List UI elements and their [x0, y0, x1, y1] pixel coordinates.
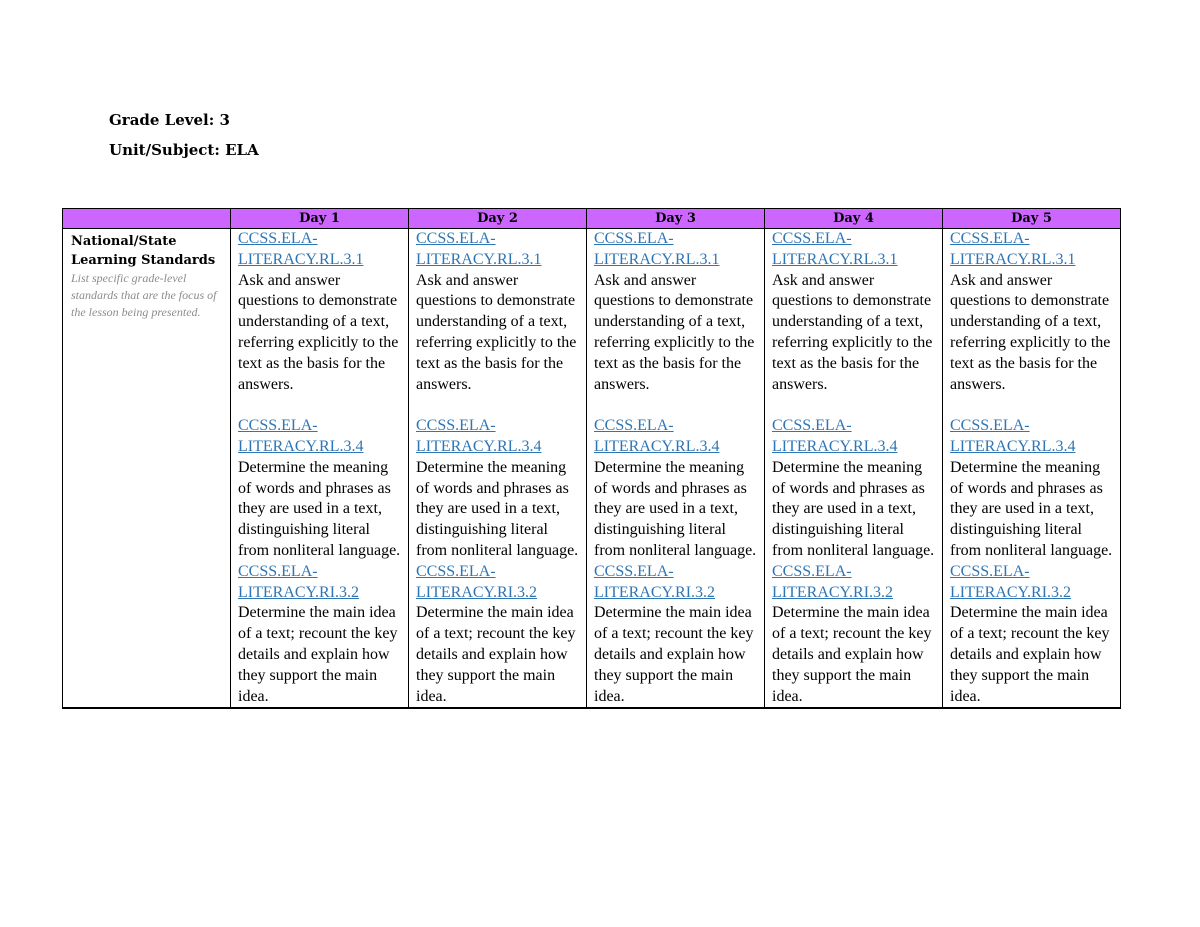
standard-description: Ask and answer questions to demonstrate understanding of a text, referring explicitly to the text as the basis for the answers.	[950, 271, 1111, 393]
grade-level-line	[109, 111, 230, 129]
standard-block	[950, 562, 1116, 708]
standard-description: Determine the meaning of words and phrases as they are used in a text, distinguishing literal from nonliteral language.	[772, 458, 935, 559]
day-5-header: Day 5	[943, 209, 1121, 229]
day-3-standards-cell	[587, 229, 765, 709]
table-header-row	[63, 209, 1121, 229]
corner-header-cell	[63, 209, 231, 229]
standard-description: Ask and answer questions to demonstrate understanding of a text, referring explicitly to the text as the basis for the answers.	[594, 271, 755, 393]
standard-description: Ask and answer questions to demonstrate understanding of a text, referring explicitly to the text as the basis for the answers.	[238, 271, 399, 393]
standard-code-link[interactable]: CCSS.ELA-LITERACY.RL.3.1	[594, 230, 720, 268]
standard-description: Determine the meaning of words and phrases as they are used in a text, distinguishing literal from nonliteral language.	[594, 458, 757, 559]
standard-description: Determine the main idea of a text; recount the key details and explain how they support the main idea.	[772, 604, 932, 705]
standard-block	[594, 562, 760, 708]
lesson-plan-table	[62, 208, 1121, 709]
standard-code-link[interactable]: CCSS.ELA-LITERACY.RL.3.4	[950, 417, 1076, 455]
standard-description: Determine the meaning of words and phrases as they are used in a text, distinguishing literal from nonliteral language.	[416, 458, 579, 559]
standard-code-link[interactable]: CCSS.ELA-LITERACY.RL.3.4	[238, 417, 364, 455]
standard-code-link[interactable]: CCSS.ELA-LITERACY.RL.3.1	[238, 230, 364, 268]
standard-description: Determine the meaning of words and phrases as they are used in a text, distinguishing literal from nonliteral language.	[950, 458, 1113, 559]
standard-code-link[interactable]: CCSS.ELA-LITERACY.RI.3.2	[416, 562, 538, 601]
standard-description: Determine the main idea of a text; recount the key details and explain how they support the main idea.	[950, 604, 1110, 705]
day-1-standards-cell	[231, 229, 409, 709]
grade-level-label: Grade Level:	[109, 111, 215, 129]
standard-description: Determine the main idea of a text; recount the key details and explain how they support the main idea.	[238, 604, 398, 705]
standard-spacer	[772, 395, 938, 416]
standard-block	[950, 229, 1116, 395]
day-5-standards-cell	[943, 229, 1121, 709]
standard-block	[772, 562, 938, 708]
standard-description: Ask and answer questions to demonstrate understanding of a text, referring explicitly to the text as the basis for the answers.	[772, 271, 933, 393]
standard-code-link[interactable]: CCSS.ELA-LITERACY.RL.3.1	[416, 230, 542, 268]
standard-block	[416, 229, 582, 395]
standard-block	[238, 229, 404, 395]
standard-spacer	[950, 395, 1116, 416]
day-2-standards-cell	[409, 229, 587, 709]
standard-code-link[interactable]: CCSS.ELA-LITERACY.RI.3.2	[238, 562, 360, 601]
standard-spacer	[416, 395, 582, 416]
standards-label-cell	[63, 229, 231, 709]
standards-row-hint: List specific grade-level standards that are the focus of the lesson being presented.	[71, 271, 217, 319]
standard-block	[772, 229, 938, 395]
standard-code-link[interactable]: CCSS.ELA-LITERACY.RL.3.4	[416, 417, 542, 455]
day-4-header: Day 4	[765, 209, 943, 229]
standard-block	[950, 416, 1116, 562]
standard-code-link[interactable]: CCSS.ELA-LITERACY.RI.3.2	[594, 562, 716, 601]
standard-description: Determine the main idea of a text; recount the key details and explain how they support the main idea.	[594, 604, 754, 705]
standard-spacer	[594, 395, 760, 416]
unit-subject-value: ELA	[225, 141, 259, 159]
day-4-standards-cell	[765, 229, 943, 709]
standard-block	[594, 229, 760, 395]
standard-code-link[interactable]: CCSS.ELA-LITERACY.RL.3.1	[950, 230, 1076, 268]
standard-code-link[interactable]: CCSS.ELA-LITERACY.RL.3.4	[594, 417, 720, 455]
standard-code-link[interactable]: CCSS.ELA-LITERACY.RI.3.2	[772, 562, 894, 601]
standard-block	[416, 416, 582, 562]
standard-description: Determine the main idea of a text; recount the key details and explain how they support the main idea.	[416, 604, 576, 705]
standard-code-link[interactable]: CCSS.ELA-LITERACY.RL.3.1	[772, 230, 898, 268]
unit-subject-label: Unit/Subject:	[109, 141, 220, 159]
standards-row	[63, 229, 1121, 709]
grade-level-value: 3	[219, 111, 230, 129]
standard-block	[238, 416, 404, 562]
standard-code-link[interactable]: CCSS.ELA-LITERACY.RI.3.2	[950, 562, 1072, 601]
standard-code-link[interactable]: CCSS.ELA-LITERACY.RL.3.4	[772, 417, 898, 455]
unit-subject-line	[109, 141, 259, 159]
standards-row-title: National/State Learning Standards	[71, 234, 216, 268]
day-3-header: Day 3	[587, 209, 765, 229]
day-2-header: Day 2	[409, 209, 587, 229]
standard-block	[772, 416, 938, 562]
standard-description: Determine the meaning of words and phrases as they are used in a text, distinguishing literal from nonliteral language.	[238, 458, 401, 559]
standard-description: Ask and answer questions to demonstrate understanding of a text, referring explicitly to the text as the basis for the answers.	[416, 271, 577, 393]
standard-block	[594, 416, 760, 562]
standard-block	[238, 562, 404, 708]
standard-spacer	[238, 395, 404, 416]
day-1-header: Day 1	[231, 209, 409, 229]
standard-block	[416, 562, 582, 708]
